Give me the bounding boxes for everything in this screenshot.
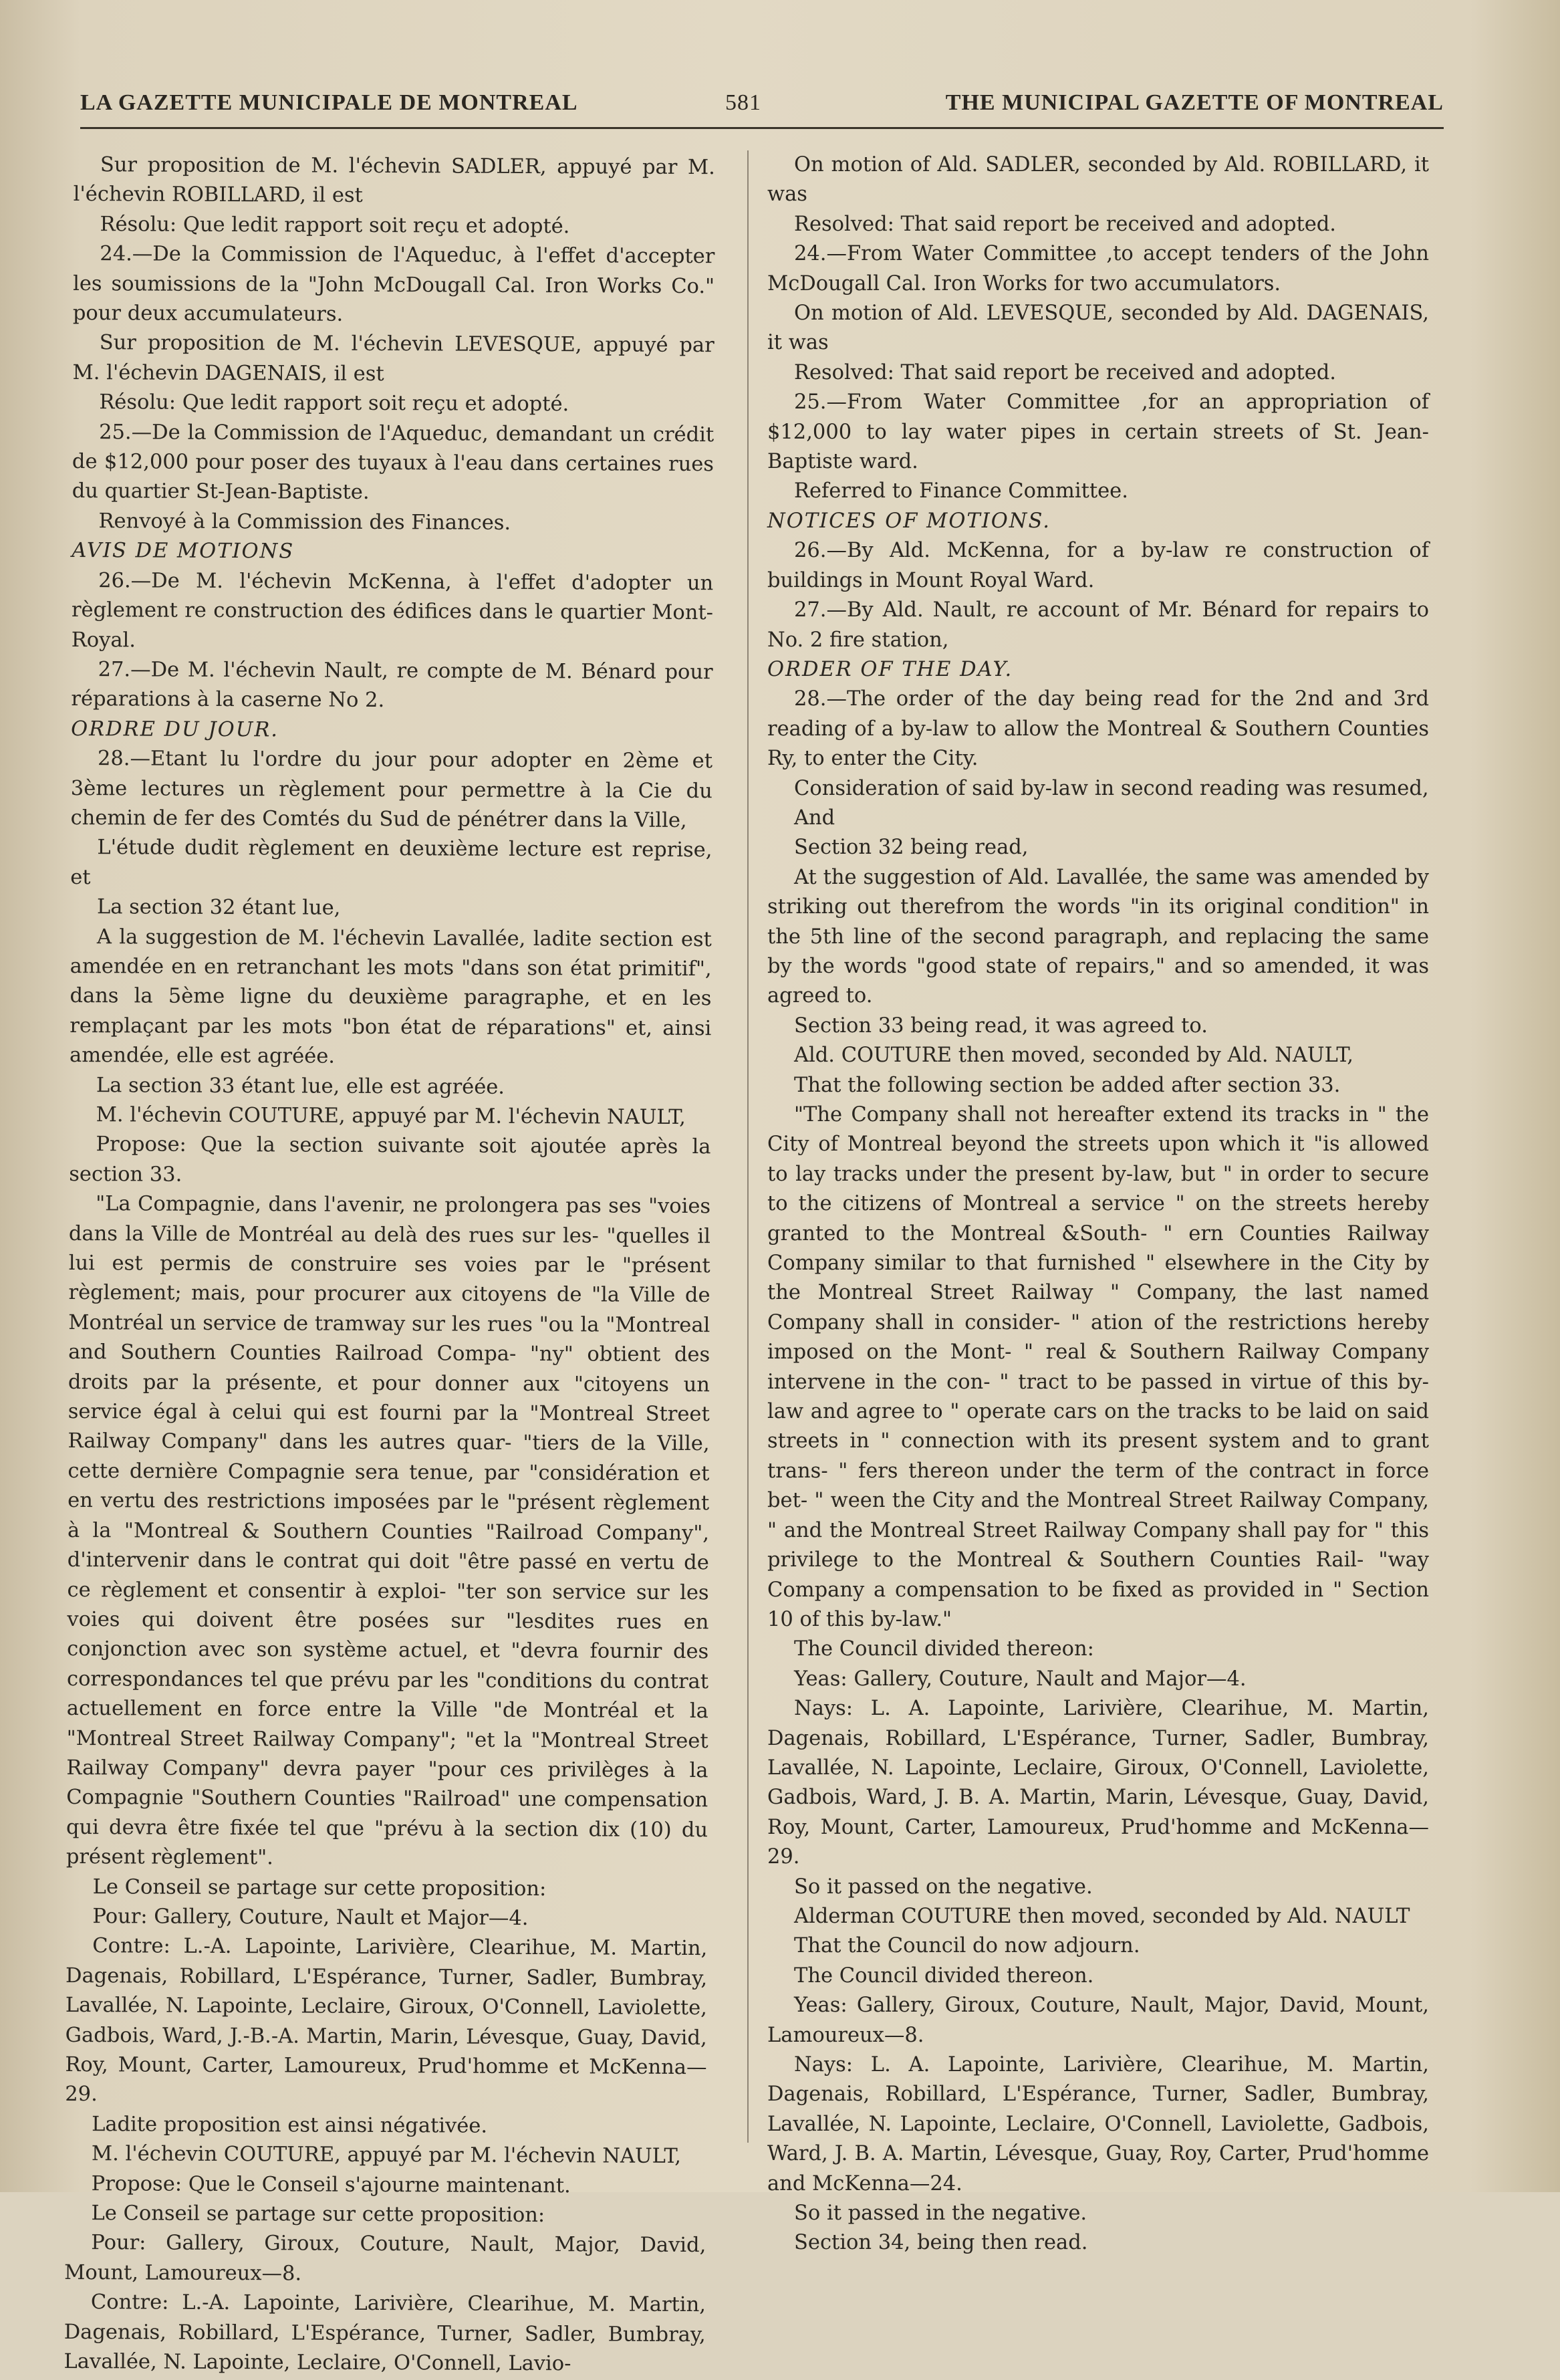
french-paragraph: "La Compagnie, dans l'avenir, ne prolongera pas ses "voies dans la Ville de Montréal au delà des rues sur les- "quelles il lui est permis de construire ses voies par le "présent règlement; mais, pour procurer aux citoyens de "la Ville de Montréal un service de tramway sur les rues "ou la "Montreal and Southern Counties Railroad Compa- "ny" obtient des droits par la présente, et pour donner aux "citoyens un service égal à celui qui est fourni par la "Montreal Street Railway Company" dans les autres quar- "tiers de la Ville, cette dernière Compagnie sera tenue, par "considération et en vertu des restrictions imposées par le "présent règlement à la "Montreal & Southern Counties "Railroad Company", d'intervenir dans le contrat qui doit "être passé en vertu de ce règlement et consentir à exploi- "ter son service sur les voies qui doivent être posées sur "lesdites rues en conjonction avec son système actuel, et "devra fournir des correspondances tel que prévu par les "conditions du contrat actuellement en force entre la Ville "de Montréal et la "Montreal Street Railway Company"; "et la "Montreal Street Railway Company" devra payer "pour ces privilèges à la Compagnie "Southern Counties "Railroad" une compensation qui devra être fixée tel que "prévu à la section dix (10) du présent règlement". [66,1192,711,1870]
english-paragraph: On motion of Ald. LEVESQUE, seconded by Ald. DAGENAIS, it was [767,302,1429,355]
english-paragraph: Section 32 being read, [794,836,1029,860]
french-paragraph: M. l'échevin COUTURE, appuyé par M. l'échevin NAULT, [96,1103,686,1130]
english-paragraph: 28.—The order of the day being read for the 2nd and 3rd reading of a by-law to allow the Montreal & Southern Counties Ry, to enter the City. [767,687,1429,771]
english-paragraph: So it passed in the negative. [794,2202,1087,2226]
french-paragraph: La section 32 étant lue, [96,895,341,920]
header-title-french: LA GAZETTE MUNICIPALE DE MONTREAL [80,90,578,115]
english-paragraph: The Council divided thereon. [794,1964,1094,1988]
english-paragraph: 24.—From Water Committee ,to accept tenders of the John McDougall Cal. Iron Works for two accumulators. [767,242,1429,295]
french-paragraph: Renvoyé à la Commission des Finances. [98,509,511,535]
header-title-english: THE MUNICIPAL GAZETTE OF MONTREAL [945,90,1444,115]
english-paragraph: At the suggestion of Ald. Lavallée, the same was amended by striking out therefrom the words "in its original condition" in the 5th line of the second paragraph, and replacing the same by the words "good state of repairs," and so amended, it was agreed to. [767,865,1429,1008]
french-paragraph: Propose: Que le Conseil s'ajourne maintenant. [91,2171,571,2197]
page-number: 581 [725,90,761,115]
french-paragraph: La section 33 étant lue, elle est agréée. [96,1073,505,1099]
english-paragraph: Yeas: Gallery, Giroux, Couture, Nault, Major, David, Mount, Lamoureux—8. [767,1994,1429,2047]
french-paragraph: 25.—De la Commission de l'Aqueduc, demandant un crédit de $12,000 pour poser des tuyaux à l'eau dans certaines rues du quartier St-Jean-Baptiste. [72,420,714,505]
column-divider [747,150,749,2143]
french-paragraph: Résolu: Que ledit rapport soit reçu et adopté. [99,390,569,416]
french-paragraph: M. l'échevin COUTURE, appuyé par M. l'échevin NAULT, [91,2142,682,2169]
english-paragraph: Nays: L. A. Lapointe, Larivière, Clearihue, M. Martin, Dagenais, Robillard, L'Espérance, Turner, Sadler, Bumbray, Lavallée, N. Lapointe, Leclaire, Giroux, O'Connell, Laviolette, Gadbois, Ward, J. B. A. Martin, Marin, Lévesque, Guay, David, Roy, Mount, Carter, Lamoureux, Prud'homme and McKenna—29. [767,1697,1429,1869]
french-paragraph: 27.—De M. l'échevin Nault, re compte de M. Bénard pour réparations à la caserne No 2. [71,658,713,713]
english-paragraph: Nays: L. A. Lapointe, Larivière, Clearihue, M. Martin, Dagenais, Robillard, L'Espérance, Turner, Sadler, Bumbray, Lavallée, N. Lapointe, Leclaire, O'Connell, Laviolette, Gadbois, Ward, J. B. A. Martin, Lévesque, Guay, Roy, Carter, Prud'homme and McKenna—24. [767,2053,1429,2195]
french-paragraph: Le Conseil se partage sur cette proposition: [91,2202,545,2228]
english-paragraph: Section 33 being read, it was agreed to. [794,1014,1208,1038]
english-paragraph: Consideration of said by-law in second reading was resumed, [794,776,1429,800]
english-section-heading: NOTICES OF MOTIONS. [767,509,1051,533]
english-paragraph: On motion of Ald. SADLER, seconded by Ald. ROBILLARD, it was [767,153,1429,207]
french-paragraph: 28.—Etant lu l'ordre du jour pour adopter en 2ème et 3ème lectures un règlement pour permettre à la Cie du chemin de fer des Comtés du Sud de pénétrer dans la Ville, [70,747,713,832]
english-paragraph: Section 34, being then read. [794,2231,1088,2255]
french-paragraph: Ladite proposition est ainsi négativée. [92,2112,488,2138]
english-paragraph: So it passed on the negative. [794,1875,1093,1899]
french-paragraph: A la suggestion de M. l'échevin Lavallée, ladite section est amendée en en retranchant les mots "dans son état primitif", dans la 5ème ligne du deuxième paragraphe, et en les remplaçant par les mots "bon état de réparations" et, ainsi amendée, elle est agréée. [70,925,712,1068]
header-rule [80,127,1444,129]
english-paragraph: "The Company shall not hereafter extend its tracks in " the City of Montreal beyond the streets upon which it "is allowed to lay tracks under the present by-law, but " in order to secure to the citizens of Montreal a service " on the streets hereby granted to the Montreal &South- " ern Counties Railway Company similar to that furnished " elsewhere in the City by the Montreal Street Railway " Company, the last named Company shall in consider- " ation of the restrictions hereby imposed on the Mont- " real & Southern Railway Company intervene in the con- " tract to be passed in virtue of this by-law and agree to " operate cars on the tracks to be laid on said streets in " connection with its present system and to grant trans- " fers thereon under the term of the contract in force bet- " ween the City and the Montreal Street Railway Company, " and the Montreal Street Railway Company shall pay for " this privilege to the Montreal & Southern Counties Rail- "way Company a compensation to be fixed as provided in " Section 10 of this by-law." [767,1103,1429,1631]
english-paragraph: That the Council do now adjourn. [794,1934,1140,1958]
french-paragraph: 24.—De la Commission de l'Aqueduc, à l'effet d'accepter les soumissions de la "John McDougall Cal. Iron Works Co." pour deux accumulateurs. [72,242,715,326]
french-paragraph: Sur proposition de M. l'échevin LEVESQUE, appuyé par M. l'échevin DAGENAIS, il est [72,331,714,386]
french-paragraph: Le Conseil se partage sur cette proposition: [92,1875,547,1901]
french-paragraph: Pour: Gallery, Couture, Nault et Major—4. [92,1905,529,1930]
english-paragraph: 25.—From Water Committee ,for an appropriation of $12,000 to lay water pipes in certain streets of St. Jean-Baptiste ward. [767,390,1429,474]
french-paragraph: 26.—De M. l'échevin McKenna, à l'effet d'adopter un règlement re construction des édifices dans le quartier Mont-Royal. [71,568,714,652]
french-paragraph: Sur proposition de M. l'échevin SADLER, appuyé par M. l'échevin ROBILLARD, il est [73,153,715,208]
french-section-heading: ORDRE DU JOUR. [71,717,279,742]
french-paragraph: Propose: Que la section suivante soit ajoutée après la section 33. [69,1133,711,1187]
french-paragraph: Contre: L.-A. Lapointe, Larivière, Clearihue, M. Martin, Dagenais, Robillard, L'Espérance, Turner, Sadler, Bumbray, Lavallée, N. Lapointe, Leclaire, O'Connell, Lavio- [63,2290,706,2376]
english-paragraph: Alderman COUTURE then moved, seconded by Ald. NAULT [794,1904,1410,1928]
english-paragraph: And [794,806,835,830]
english-section-heading: ORDER OF THE DAY. [767,657,1013,681]
french-paragraph: Résolu: Que ledit rapport soit reçu et adopté. [100,212,570,239]
french-paragraph: L'étude dudit règlement en deuxième lecture est reprise, et [70,836,712,889]
english-paragraph: Resolved: That said report be received and adopted. [794,212,1336,236]
english-paragraph: Ald. COUTURE then moved, seconded by Ald. NAULT, [794,1044,1353,1068]
french-column [63,150,715,2380]
english-paragraph: Referred to Finance Committee. [794,479,1128,503]
english-paragraph: That the following section be added after section 33. [794,1073,1341,1097]
english-paragraph: Resolved: That said report be received and adopted. [794,360,1336,384]
english-paragraph: Yeas: Gallery, Couture, Nault and Major—4. [794,1667,1247,1691]
english-column [767,150,1429,2258]
french-paragraph: Pour: Gallery, Giroux, Couture, Nault, Major, David, Mount, Lamoureux—8. [64,2231,706,2286]
page-header [80,90,1444,124]
french-paragraph: Contre: L.-A. Lapointe, Larivière, Clearihue, M. Martin, Dagenais, Robillard, L'Espérance, Turner, Sadler, Bumbray, Lavallée, N. Lapointe, Leclaire, Giroux, O'Connell, Laviolette, Gadbois, Ward, J.-B.-A. Martin, Marin, Lévesque, Guay, David, Roy, Mount, Carter, Lamoureux, Prud'homme et McKenna—29. [65,1934,708,2107]
english-paragraph: 27.—By Ald. Nault, re account of Mr. Bénard for repairs to No. 2 fire station, [767,598,1429,652]
french-section-heading: AVIS DE MOTIONS [72,539,295,564]
english-paragraph: The Council divided thereon: [794,1637,1094,1661]
english-paragraph: 26.—By Ald. McKenna, for a by-law re construction of buildings in Mount Royal Ward. [767,539,1429,592]
